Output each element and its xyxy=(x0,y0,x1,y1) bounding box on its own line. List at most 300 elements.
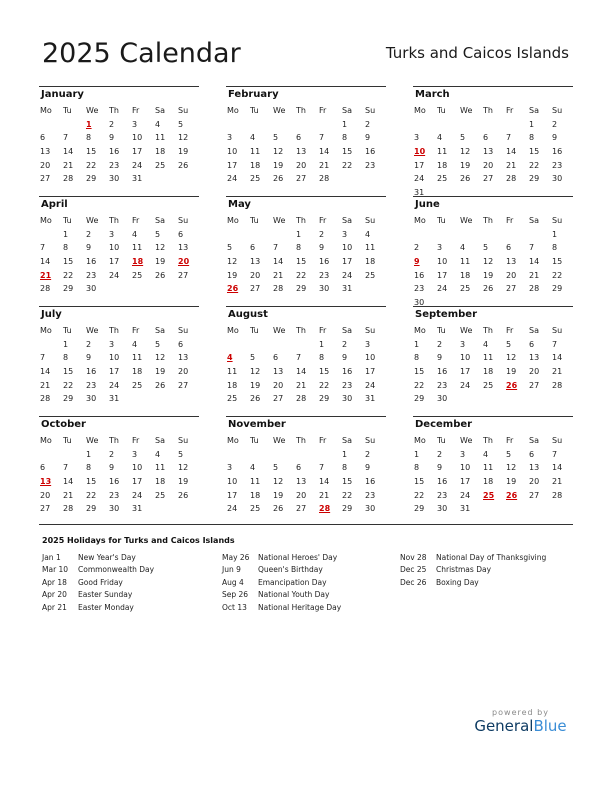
day-cell: 25 xyxy=(437,174,448,184)
brand-name xyxy=(468,717,573,735)
day-cell: 20 xyxy=(178,367,189,377)
month-february xyxy=(226,86,386,186)
divider xyxy=(39,524,573,525)
day-cell: 27 xyxy=(178,270,189,280)
weekday-label: We xyxy=(273,436,286,445)
day-cell: 3 xyxy=(365,339,371,349)
holiday-name: Christmas Day xyxy=(436,565,492,575)
holiday-name: Emancipation Day xyxy=(258,577,327,587)
day-cell: 19 xyxy=(506,477,517,487)
day-cell: 22 xyxy=(552,270,563,280)
weekday-label: Fr xyxy=(506,326,514,335)
day-cell: 22 xyxy=(342,490,353,500)
day-cell: 22 xyxy=(342,160,353,170)
holiday-name: National Youth Day xyxy=(258,590,330,600)
weekday-label: We xyxy=(86,436,99,445)
day-cell: 15 xyxy=(414,477,425,487)
day-cell: 18 xyxy=(250,160,261,170)
day-cell: 16 xyxy=(319,257,330,267)
day-cell: 6 xyxy=(40,463,46,473)
day-cell: 1 xyxy=(86,449,92,459)
day-cell: 31 xyxy=(132,174,143,184)
holiday-row xyxy=(42,564,154,576)
day-cell: 5 xyxy=(250,353,256,363)
day-cell: 7 xyxy=(529,243,535,253)
day-cell: 12 xyxy=(178,133,189,143)
day-cell: 19 xyxy=(155,367,166,377)
day-cell: 30 xyxy=(437,394,448,404)
holiday-day-cell: 20 xyxy=(178,257,190,267)
day-cell: 15 xyxy=(342,477,353,487)
day-cell: 11 xyxy=(227,367,238,377)
holiday-row xyxy=(222,577,341,589)
day-cell: 11 xyxy=(437,147,448,157)
empty-cell xyxy=(436,118,459,132)
weekday-label: We xyxy=(273,216,286,225)
holiday-day-cell: 26 xyxy=(506,490,518,500)
holiday-name: New Year's Day xyxy=(78,553,136,562)
day-cell: 5 xyxy=(227,243,233,253)
day-cell: 27 xyxy=(296,174,307,184)
empty-cell xyxy=(62,118,85,132)
day-cell: 6 xyxy=(178,339,184,349)
month-name: July xyxy=(39,306,199,324)
holiday-date: Nov 28 xyxy=(400,553,427,562)
day-cell: 10 xyxy=(109,353,120,363)
day-cell: 3 xyxy=(109,229,115,239)
weekday-label: Su xyxy=(178,216,189,225)
holiday-row xyxy=(222,564,341,576)
day-cell: 23 xyxy=(552,160,563,170)
weekday-label: Su xyxy=(552,326,563,335)
day-cell: 8 xyxy=(63,353,69,363)
empty-cell xyxy=(39,448,62,462)
day-cell: 17 xyxy=(437,270,448,280)
holiday-name: National Heroes' Day xyxy=(258,553,338,562)
day-cell: 9 xyxy=(86,353,92,363)
day-cell: 1 xyxy=(63,229,69,239)
weekday-label: Sa xyxy=(155,216,165,225)
day-cell: 21 xyxy=(552,367,563,377)
empty-cell xyxy=(295,338,318,352)
weekday-label: Tu xyxy=(437,326,446,335)
day-cell: 5 xyxy=(155,229,161,239)
day-cell: 4 xyxy=(132,339,138,349)
month-march xyxy=(413,86,573,200)
day-cell: 14 xyxy=(40,367,51,377)
day-cell: 2 xyxy=(437,339,443,349)
day-cell: 6 xyxy=(250,243,256,253)
empty-cell xyxy=(62,448,85,462)
empty-cell xyxy=(272,118,295,132)
month-name: May xyxy=(226,196,386,214)
holiday-row xyxy=(42,577,154,589)
day-cell: 25 xyxy=(227,394,238,404)
day-cell: 26 xyxy=(273,174,284,184)
weekday-label: Sa xyxy=(529,106,539,115)
day-cell: 13 xyxy=(178,243,189,253)
holiday-date: Apr 20 xyxy=(42,590,67,600)
month-june xyxy=(413,196,573,310)
weekday-label: Sa xyxy=(342,436,352,445)
day-cell: 18 xyxy=(155,477,166,487)
day-cell: 27 xyxy=(529,380,540,390)
weekday-label: Th xyxy=(483,216,493,225)
day-cell: 17 xyxy=(132,477,143,487)
holiday-day-cell: 21 xyxy=(40,270,52,280)
weekday-label: Tu xyxy=(250,436,259,445)
day-cell: 23 xyxy=(109,160,120,170)
month-days-grid xyxy=(39,104,199,186)
day-cell: 27 xyxy=(40,504,51,514)
holiday-day-cell: 10 xyxy=(414,147,426,157)
empty-cell xyxy=(249,118,272,132)
day-cell: 1 xyxy=(414,449,420,459)
empty-cell xyxy=(528,228,551,242)
day-cell: 7 xyxy=(319,463,325,473)
day-cell: 4 xyxy=(155,119,161,129)
day-cell: 20 xyxy=(40,490,51,500)
weekday-label: Tu xyxy=(63,106,72,115)
brand-logo[interactable] xyxy=(468,708,573,735)
holiday-row xyxy=(400,564,546,576)
day-cell: 15 xyxy=(414,367,425,377)
empty-cell xyxy=(482,118,505,132)
day-cell: 25 xyxy=(250,504,261,514)
day-cell: 26 xyxy=(250,394,261,404)
weekday-label: Su xyxy=(365,106,376,115)
day-cell: 26 xyxy=(178,490,189,500)
day-cell: 23 xyxy=(365,160,376,170)
day-cell: 31 xyxy=(342,284,353,294)
day-cell: 11 xyxy=(155,463,166,473)
day-cell: 20 xyxy=(529,367,540,377)
day-cell: 10 xyxy=(227,477,238,487)
weekday-label: Su xyxy=(552,106,563,115)
day-cell: 14 xyxy=(319,147,330,157)
day-cell: 13 xyxy=(296,477,307,487)
day-cell: 11 xyxy=(460,257,471,267)
day-cell: 7 xyxy=(319,133,325,143)
day-cell: 6 xyxy=(40,133,46,143)
day-cell: 1 xyxy=(529,119,535,129)
day-cell: 3 xyxy=(227,463,233,473)
day-cell: 1 xyxy=(552,229,558,239)
weekday-label: Th xyxy=(296,326,306,335)
day-cell: 25 xyxy=(483,380,494,390)
weekday-label: Su xyxy=(178,326,189,335)
day-cell: 7 xyxy=(506,133,512,143)
day-cell: 12 xyxy=(227,257,238,267)
day-cell: 20 xyxy=(506,270,517,280)
day-cell: 13 xyxy=(273,367,284,377)
day-cell: 24 xyxy=(342,270,353,280)
day-cell: 15 xyxy=(552,257,563,267)
day-cell: 2 xyxy=(86,339,92,349)
day-cell: 18 xyxy=(483,367,494,377)
day-cell: 31 xyxy=(132,504,143,514)
day-cell: 5 xyxy=(483,243,489,253)
day-cell: 31 xyxy=(460,504,471,514)
month-days-grid xyxy=(226,214,386,296)
day-cell: 20 xyxy=(483,160,494,170)
weekday-label: Mo xyxy=(414,216,426,225)
day-cell: 19 xyxy=(273,160,284,170)
page-title: 2025 Calendar xyxy=(42,38,241,69)
day-cell: 22 xyxy=(529,160,540,170)
day-cell: 8 xyxy=(414,463,420,473)
day-cell: 27 xyxy=(296,504,307,514)
day-cell: 5 xyxy=(178,449,184,459)
day-cell: 20 xyxy=(40,160,51,170)
empty-cell xyxy=(413,118,436,132)
day-cell: 10 xyxy=(342,243,353,253)
powered-by-text: powered by xyxy=(492,708,549,717)
day-cell: 30 xyxy=(365,504,376,514)
empty-cell xyxy=(436,228,459,242)
empty-cell xyxy=(318,118,341,132)
day-cell: 28 xyxy=(296,394,307,404)
day-cell: 11 xyxy=(250,477,261,487)
day-cell: 4 xyxy=(155,449,161,459)
day-cell: 20 xyxy=(250,270,261,280)
day-cell: 19 xyxy=(506,367,517,377)
day-cell: 30 xyxy=(552,174,563,184)
day-cell: 28 xyxy=(63,174,74,184)
day-cell: 24 xyxy=(414,174,425,184)
day-cell: 19 xyxy=(227,270,238,280)
empty-cell xyxy=(226,448,249,462)
day-cell: 31 xyxy=(109,394,120,404)
day-cell: 29 xyxy=(552,284,563,294)
day-cell: 24 xyxy=(437,284,448,294)
weekday-label: Th xyxy=(483,106,493,115)
day-cell: 26 xyxy=(178,160,189,170)
day-cell: 19 xyxy=(273,490,284,500)
day-cell: 29 xyxy=(414,504,425,514)
day-cell: 13 xyxy=(296,147,307,157)
day-cell: 22 xyxy=(86,160,97,170)
day-cell: 8 xyxy=(552,243,558,253)
day-cell: 22 xyxy=(414,380,425,390)
weekday-label: Fr xyxy=(506,436,514,445)
day-cell: 19 xyxy=(178,477,189,487)
day-cell: 22 xyxy=(63,380,74,390)
weekday-label: Mo xyxy=(227,106,239,115)
weekday-label: Tu xyxy=(63,436,72,445)
day-cell: 23 xyxy=(365,490,376,500)
empty-cell xyxy=(249,448,272,462)
day-cell: 16 xyxy=(109,147,120,157)
weekday-label: Sa xyxy=(155,106,165,115)
month-days-grid xyxy=(413,104,573,200)
weekday-label: We xyxy=(86,106,99,115)
holiday-day-cell: 26 xyxy=(227,284,239,294)
weekday-label: Tu xyxy=(437,106,446,115)
day-cell: 30 xyxy=(86,394,97,404)
day-cell: 24 xyxy=(132,490,143,500)
day-cell: 12 xyxy=(506,353,517,363)
month-name: December xyxy=(413,416,573,434)
day-cell: 7 xyxy=(552,449,558,459)
day-cell: 22 xyxy=(319,380,330,390)
day-cell: 13 xyxy=(250,257,261,267)
day-cell: 24 xyxy=(460,490,471,500)
day-cell: 19 xyxy=(250,380,261,390)
holiday-column xyxy=(42,552,154,614)
weekday-label: Tu xyxy=(63,326,72,335)
day-cell: 8 xyxy=(342,463,348,473)
day-cell: 8 xyxy=(86,463,92,473)
weekday-label: Fr xyxy=(319,326,327,335)
day-cell: 24 xyxy=(227,504,238,514)
weekday-label: Sa xyxy=(529,216,539,225)
weekday-label: Tu xyxy=(250,216,259,225)
day-cell: 15 xyxy=(86,147,97,157)
day-cell: 30 xyxy=(109,174,120,184)
weekday-label: Mo xyxy=(40,436,52,445)
holiday-day-cell: 18 xyxy=(132,257,144,267)
day-cell: 11 xyxy=(155,133,166,143)
day-cell: 17 xyxy=(365,367,376,377)
day-cell: 15 xyxy=(296,257,307,267)
day-cell: 23 xyxy=(414,284,425,294)
holiday-name: Commonwealth Day xyxy=(78,565,155,575)
day-cell: 9 xyxy=(86,243,92,253)
day-cell: 29 xyxy=(529,174,540,184)
day-cell: 18 xyxy=(132,367,143,377)
day-cell: 17 xyxy=(109,367,120,377)
day-cell: 15 xyxy=(63,257,74,267)
day-cell: 6 xyxy=(273,353,279,363)
day-cell: 14 xyxy=(296,367,307,377)
day-cell: 17 xyxy=(132,147,143,157)
day-cell: 22 xyxy=(63,270,74,280)
empty-cell xyxy=(226,228,249,242)
weekday-label: Th xyxy=(109,326,119,335)
day-cell: 2 xyxy=(552,119,558,129)
month-name: February xyxy=(226,86,386,104)
day-cell: 2 xyxy=(414,243,420,253)
day-cell: 26 xyxy=(483,284,494,294)
day-cell: 28 xyxy=(552,380,563,390)
weekday-label: Th xyxy=(483,326,493,335)
day-cell: 17 xyxy=(227,160,238,170)
day-cell: 23 xyxy=(437,380,448,390)
day-cell: 17 xyxy=(460,477,471,487)
day-cell: 15 xyxy=(529,147,540,157)
weekday-label: We xyxy=(460,326,473,335)
month-name: September xyxy=(413,306,573,324)
weekday-label: Mo xyxy=(40,326,52,335)
day-cell: 10 xyxy=(460,463,471,473)
weekday-label: Fr xyxy=(319,436,327,445)
empty-cell xyxy=(39,118,62,132)
day-cell: 31 xyxy=(365,394,376,404)
day-cell: 14 xyxy=(319,477,330,487)
day-cell: 28 xyxy=(529,284,540,294)
day-cell: 26 xyxy=(273,504,284,514)
weekday-label: Su xyxy=(365,216,376,225)
holiday-day-cell: 26 xyxy=(506,380,518,390)
holiday-row xyxy=(42,602,154,614)
day-cell: 6 xyxy=(178,229,184,239)
day-cell: 9 xyxy=(109,463,115,473)
month-december xyxy=(413,416,573,516)
day-cell: 1 xyxy=(319,339,325,349)
day-cell: 14 xyxy=(552,353,563,363)
day-cell: 3 xyxy=(227,133,233,143)
day-cell: 4 xyxy=(483,449,489,459)
day-cell: 13 xyxy=(506,257,517,267)
day-cell: 27 xyxy=(483,174,494,184)
day-cell: 28 xyxy=(40,284,51,294)
brand-name-blue: Blue xyxy=(533,717,567,735)
holiday-day-cell: 28 xyxy=(319,504,331,514)
day-cell: 10 xyxy=(109,243,120,253)
empty-cell xyxy=(295,448,318,462)
day-cell: 2 xyxy=(86,229,92,239)
weekday-label: We xyxy=(273,106,286,115)
day-cell: 12 xyxy=(483,257,494,267)
day-cell: 17 xyxy=(414,160,425,170)
weekday-label: Tu xyxy=(437,216,446,225)
day-cell: 28 xyxy=(40,394,51,404)
day-cell: 11 xyxy=(250,147,261,157)
day-cell: 5 xyxy=(155,339,161,349)
day-cell: 4 xyxy=(365,229,371,239)
weekday-label: Mo xyxy=(414,436,426,445)
day-cell: 21 xyxy=(552,477,563,487)
day-cell: 10 xyxy=(132,133,143,143)
weekday-label: Su xyxy=(552,436,563,445)
weekday-label: Mo xyxy=(227,216,239,225)
weekday-label: We xyxy=(86,216,99,225)
day-cell: 29 xyxy=(86,504,97,514)
day-cell: 10 xyxy=(132,463,143,473)
day-cell: 8 xyxy=(414,353,420,363)
country-name: Turks and Caicos Islands xyxy=(385,44,569,62)
weekday-label: We xyxy=(273,326,286,335)
day-cell: 6 xyxy=(296,463,302,473)
brand-name-general: General xyxy=(474,717,534,735)
weekday-label: Fr xyxy=(506,216,514,225)
holiday-name: Easter Sunday xyxy=(78,590,133,600)
day-cell: 23 xyxy=(319,270,330,280)
holiday-day-cell: 1 xyxy=(86,119,92,129)
holiday-row xyxy=(400,577,546,589)
day-cell: 18 xyxy=(483,477,494,487)
day-cell: 3 xyxy=(460,339,466,349)
weekday-label: Tu xyxy=(63,216,72,225)
day-cell: 23 xyxy=(109,490,120,500)
day-cell: 1 xyxy=(414,339,420,349)
month-days-grid xyxy=(226,434,386,516)
day-cell: 20 xyxy=(296,160,307,170)
day-cell: 18 xyxy=(250,490,261,500)
weekday-label: Mo xyxy=(227,326,239,335)
day-cell: 30 xyxy=(414,298,425,308)
day-cell: 16 xyxy=(86,367,97,377)
empty-cell xyxy=(272,228,295,242)
day-cell: 16 xyxy=(86,257,97,267)
day-cell: 13 xyxy=(529,353,540,363)
month-name: June xyxy=(413,196,573,214)
month-days-grid xyxy=(413,434,573,516)
holiday-date: Jun 9 xyxy=(222,565,241,575)
day-cell: 30 xyxy=(319,284,330,294)
day-cell: 8 xyxy=(319,353,325,363)
